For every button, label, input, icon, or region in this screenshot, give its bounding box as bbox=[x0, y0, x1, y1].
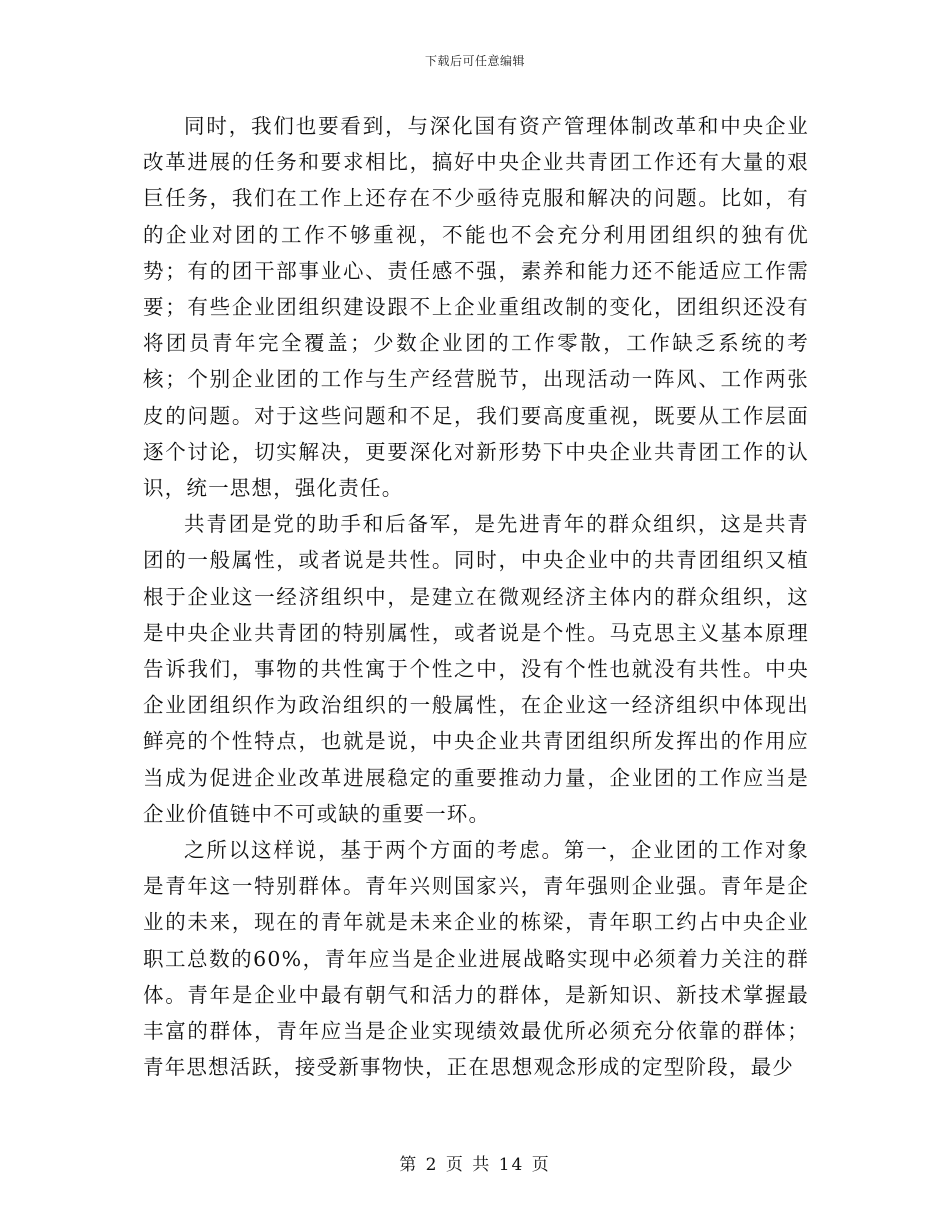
paragraph-2: 共青团是党的助手和后备军，是先进青年的群众组织，这是共青团的一般属性，或者说是共性。同时，中央企业中的共青团组织又植根于企业这一经济组织中，是建立在微观经济主体内的群众组织，这是中央企业共青团的特别属性，或者说是个性。马克思主义基本原理告诉我们，事物的共性寓于个性之中，没有个性也就没有共性。中央企业团组织作为政治组织的一般属性，在企业这一经济组织中体现出鲜亮的个性特点，也就是说，中央企业共青团组织所发挥出的作用应当成为促进企业改革进展稳定的重要推动力量，企业团的工作应当是企业价值链中不可或缺的重要一环。 bbox=[143, 512, 809, 826]
page-header: 下载后可任意编辑 bbox=[424, 54, 525, 68]
page-number: 第 2 页 共 14 页 bbox=[399, 1155, 551, 1175]
paragraph-3: 之所以这样说，基于两个方面的考虑。第一，企业团的工作对象是青年这一特别群体。青年兴则国家兴，青年强则企业强。青年是企业的未来，现在的青年就是未来企业的栋梁，青年职工约占中央企业职工总数的60%，青年应当是企业进展战略实现中必须着力关注的群体。青年是企业中最有朝气和活力的群体，是新知识、新技术掌握最丰富的群体，青年应当是企业实现绩效最优所必须充分依靠的群体；青年思想活跃，接受新事物快，正在思想观念形成的定型阶段，最少 bbox=[143, 838, 809, 1080]
paragraph-1: 同时，我们也要看到，与深化国有资产管理体制改革和中央企业改革进展的任务和要求相比，搞好中央企业共青团工作还有大量的艰巨任务，我们在工作上还存在不少亟待克服和解决的问题。比如，有的企业对团的工作不够重视，不能也不会充分利用团组织的独有优势；有的团干部事业心、责任感不强，素养和能力还不能适应工作需要；有些企业团组织建设跟不上企业重组改制的变化，团组织还没有将团员青年完全覆盖；少数企业团的工作零散，工作缺乏系统的考核；个别企业团的工作与生产经营脱节，出现活动一阵风、工作两张皮的问题。对于这些问题和不足，我们要高度重视，既要从工作层面逐个讨论，切实解决，更要深化对新形势下中央企业共青团工作的认识，统一思想，强化责任。 bbox=[143, 114, 809, 501]
document-body bbox=[143, 108, 809, 1085]
